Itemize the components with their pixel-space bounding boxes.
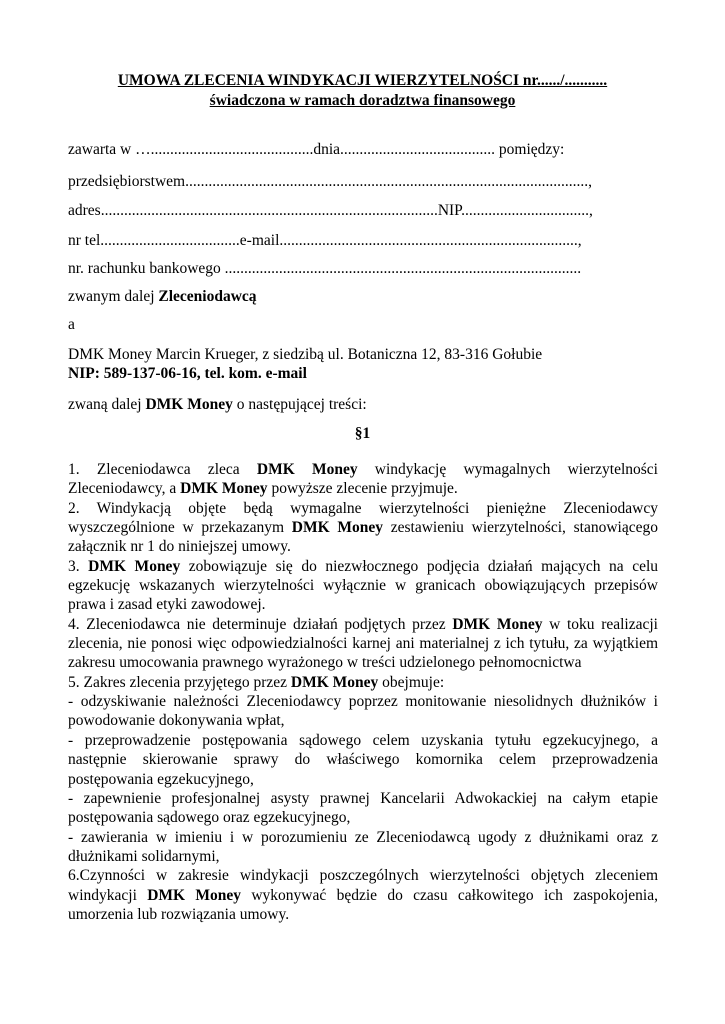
point-3-text: zobowiązuje się do niezwłocznego podjęcia działań mających na celu egzekucję wskazanych wierzytelności wyłącznie w granicach obowiązujących przepisów prawa i zasad etyki zawodowej. xyxy=(68,557,659,614)
point-3-number: 3. xyxy=(68,557,89,575)
conjunction-a: a xyxy=(68,316,75,333)
point-1-company-b: DMK Money xyxy=(180,480,268,498)
point-3-company: DMK Money xyxy=(88,557,181,575)
address-nip-line: adres.......................................................................................NIP................................., xyxy=(68,202,593,219)
point-2-text-b: zestawieniu wierzytelności, stanowiącego załącznik nr 1 do niniejszej umowy. xyxy=(68,519,659,556)
point-6-text-a: 6.Czynności w zakresie windykacji poszczególnych wierzytelności objętych zleceniem windykacji xyxy=(68,867,658,904)
company-line: przedsiębiorstwem........................................................................................................, xyxy=(68,173,592,190)
phone-email-line: nr tel....................................e-mail............................................................................., xyxy=(68,232,582,249)
contractor-nip: NIP: 589-137-06-16, tel. kom. e-mail xyxy=(68,365,307,382)
scope-item-2: - przeprowadzenie postępowania sądowego celem uzyskania tytułu egzekucyjnego, a następnie skierowanie sprawy do właściwego komornika celem przeprowadzenia postępowania egzekucyjnego, xyxy=(68,731,658,788)
point-5 xyxy=(68,673,658,692)
point-3 xyxy=(68,557,658,615)
client-designation-name: Zleceniodawcą xyxy=(158,288,257,305)
point-6-text-b: wykonywać będzie do czasu całkowitego ich zaspokojenia, umorzenia lub rozwiązania umowy. xyxy=(68,886,658,923)
contract-place-date-line: zawarta w …..........................................dnia........................................ pomiędzy: xyxy=(68,141,565,158)
contractor-address: DMK Money Marcin Krueger, z siedzibą ul. Botaniczna 12, 83-316 Gołubie xyxy=(68,346,543,363)
point-4-text-a: 4. Zleceniodawca nie determinuje działań podjętych przez xyxy=(68,615,453,633)
point-2 xyxy=(68,499,658,557)
contractor-designation-name: DMK Money xyxy=(145,396,233,413)
point-1-text-c: powyższe zlecenie przyjmuje. xyxy=(267,480,458,498)
contractor-designation-suffix: o następującej treści: xyxy=(232,396,367,413)
point-4 xyxy=(68,615,658,673)
scope-item-4: - zawierania w imieniu i w porozumieniu ze Zleceniodawcą ugody z dłużnikami oraz z dłużnikami solidarnymi, xyxy=(68,828,658,865)
client-designation xyxy=(68,287,257,306)
point-6 xyxy=(68,866,658,924)
point-2-text-a: 2. Windykacją objęte będą wymagalne wierzytelności pieniężne Zleceniodawcy wyszczególnione w przekazanym xyxy=(68,499,658,537)
point-5-text-a: 5. Zakres zlecenia przyjętego przez xyxy=(68,673,291,691)
point-4-company: DMK Money xyxy=(452,615,543,633)
client-designation-prefix: zwanym dalej xyxy=(68,288,159,305)
contractor-designation-prefix: zwaną dalej xyxy=(68,396,146,413)
point-1-company-a: DMK Money xyxy=(256,461,358,478)
point-6-company: DMK Money xyxy=(147,886,242,904)
scope-item-1: - odzyskiwanie należności Zleceniodawcy poprzez monitowanie niesolidnych dłużników i powodowanie dokonywania wpłat, xyxy=(68,693,658,730)
point-1-text-b: windykację wymagalnych wierzytelności Zleceniodawcy, a xyxy=(68,461,658,498)
section-body xyxy=(68,460,658,924)
scope-item-3: - zapewnienie profesjonalnej asysty prawnej Kancelarii Adwokackiej na całym etapie postępowania sądowego oraz egzekucyjnego, xyxy=(68,789,658,827)
point-5-text-b: obejmuje: xyxy=(378,673,445,691)
bank-account-line: nr. rachunku bankowego ............................................................................................ xyxy=(68,260,582,277)
point-2-company: DMK Money xyxy=(291,519,384,537)
contractor-designation xyxy=(68,395,367,414)
document-title: UMOWA ZLECENIA WINDYKACJI WIERZYTELNOŚCI nr....../........... xyxy=(117,72,608,89)
point-4-text-b: w toku realizacji zlecenia, nie ponosi więc odpowiedzialności karnej ani materialnej z ich tytułu, za wyjątkiem zakresu umocowania prawnego wyrażonego w treści udzielonego pełnomocnictwa xyxy=(68,615,658,672)
section-heading: §1 xyxy=(354,425,371,442)
point-1 xyxy=(68,460,658,499)
point-1-text-a: 1. Zleceniodawca zleca xyxy=(68,461,257,478)
point-5-company: DMK Money xyxy=(290,673,379,691)
document-subtitle: świadczona w ramach doradztwa finansowego xyxy=(209,92,516,109)
